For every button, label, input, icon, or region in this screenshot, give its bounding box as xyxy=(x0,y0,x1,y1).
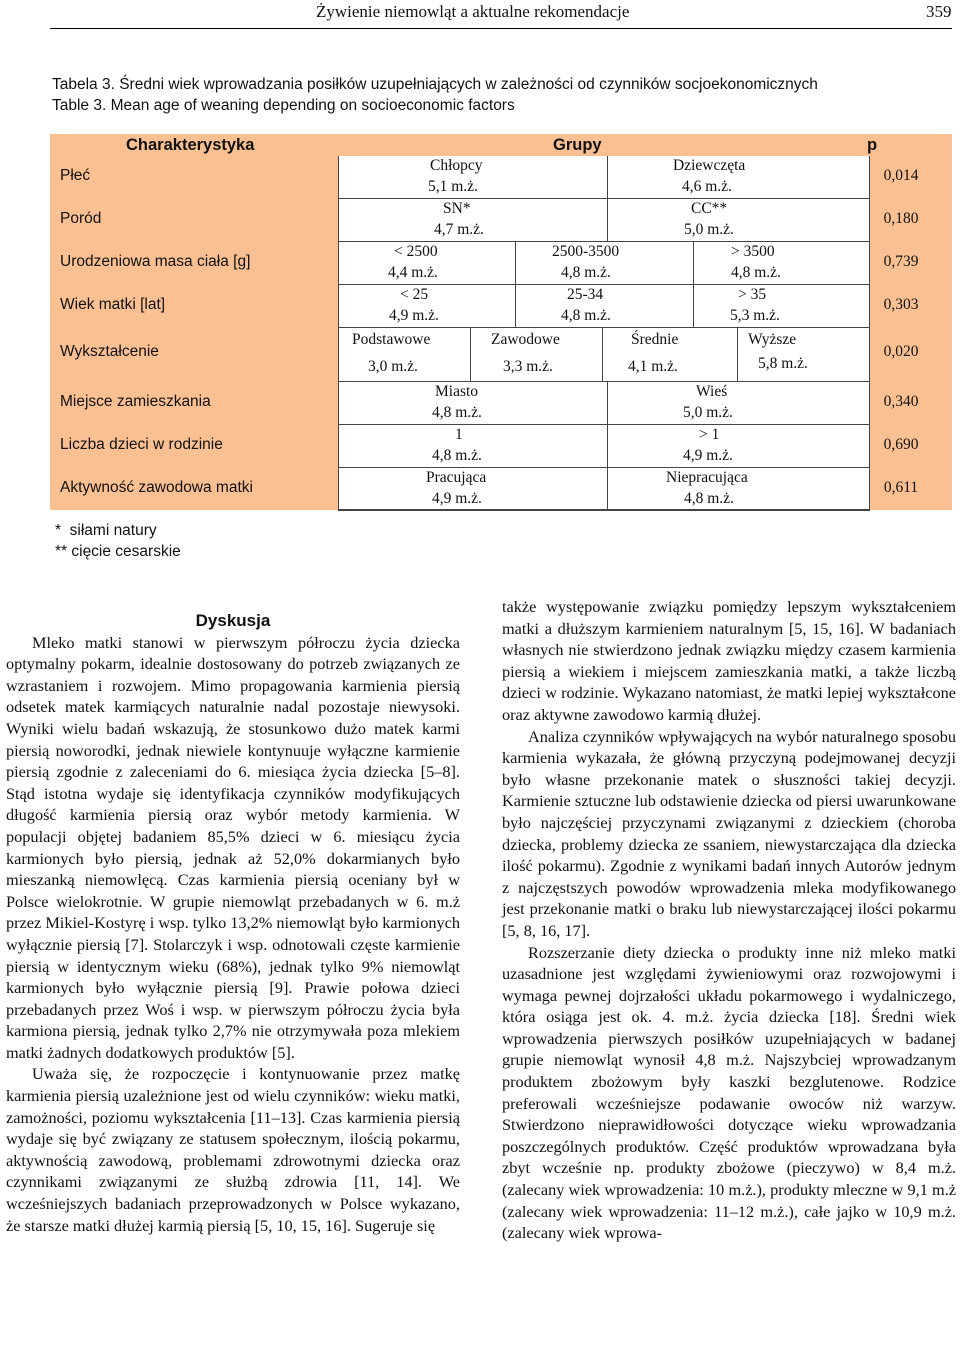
paragraph: Analiza czynników wpływających na wybór naturalnego sposobu karmienia wykazała, że główną przyczyną podejmowanej decyzji było własne przekonanie matek o słuszności takiej decyzji. Karmienie sztuczne lub odstawienie dziecka od piersi uwarunkowane było najczęściej przyczynami związanymi z dzieckiem (choroba dziecka, problemy dziecka ze ssaniem, niewystarczająca dla dziecka ilość pokarmu). Zgodnie z wynikami badań innych Autorów jednym z najczęstszych powodów wprowadzenia mleka modyfikowanego jest przekonanie matki o braku lub niewystarczającej ilości pokarmu [5, 8, 16, 17]. xyxy=(502,726,956,940)
group-value: 4,8 m.ż. xyxy=(731,264,781,281)
group-label: 25-34 xyxy=(567,286,604,303)
group-label: Wyższe xyxy=(748,331,797,348)
group-value: 3,0 m.ż. xyxy=(368,358,418,375)
p-value: 0,180 xyxy=(883,210,919,227)
row-divider xyxy=(338,284,870,285)
group-value: 5,1 m.ż. xyxy=(428,178,478,195)
col-divider xyxy=(602,327,603,381)
note-natural-birth: * siłami natury xyxy=(55,522,157,539)
group-label: Niepracująca xyxy=(666,469,748,486)
group-value: 4,9 m.ż. xyxy=(683,447,733,464)
col-divider xyxy=(607,381,608,424)
group-value: 5,0 m.ż. xyxy=(684,221,734,238)
row-divider xyxy=(338,424,870,425)
col-divider xyxy=(693,241,694,284)
group-value: 5,8 m.ż. xyxy=(758,355,808,372)
group-value: 4,8 m.ż. xyxy=(561,307,611,324)
row-divider xyxy=(338,510,870,511)
group-value: 4,8 m.ż. xyxy=(684,490,734,507)
row-label-education: Wykształcenie xyxy=(60,343,159,360)
group-value: 4,4 m.ż. xyxy=(388,264,438,281)
running-head xyxy=(0,2,960,26)
col-divider xyxy=(607,156,608,198)
header-rule xyxy=(50,28,952,29)
row-label-residence: Miejsce zamieszkania xyxy=(60,393,211,410)
table-notes xyxy=(55,520,181,562)
p-value: 0,020 xyxy=(883,343,919,360)
running-head-title: Żywienie niemowląt a aktualne rekomendacje xyxy=(316,2,630,21)
col-divider xyxy=(470,327,471,381)
col-divider xyxy=(607,467,608,510)
group-label: Pracująca xyxy=(426,469,487,486)
group-label: SN* xyxy=(443,200,471,217)
col-divider xyxy=(515,241,516,284)
col-divider xyxy=(515,284,516,327)
group-label: Podstawowe xyxy=(352,331,431,348)
header-groups: Grupy xyxy=(553,136,602,154)
group-value: 4,6 m.ż. xyxy=(682,178,732,195)
table-header xyxy=(50,134,952,156)
row-divider xyxy=(338,327,870,328)
group-label: < 25 xyxy=(400,286,429,303)
header-characteristic: Charakterystyka xyxy=(126,136,255,154)
group-label: > 3500 xyxy=(731,243,775,260)
section-heading: Dyskusja xyxy=(195,611,271,630)
p-value: 0,690 xyxy=(883,436,919,453)
row-label-birth-weight: Urodzeniowa masa ciała [g] xyxy=(60,253,251,270)
group-label: < 2500 xyxy=(394,243,438,260)
group-value: 4,7 m.ż. xyxy=(434,221,484,238)
p-value: 0,303 xyxy=(883,296,919,313)
group-label: > 1 xyxy=(699,426,720,443)
table-caption-en: Table 3. Mean age of weaning depending on socioeconomic factors xyxy=(52,97,515,114)
table-caption-pl: Tabela 3. Średni wiek wprowadzania posiłków uzupełniających w zależności od czynników socjoekonomicznych xyxy=(52,76,818,93)
group-value: 5,0 m.ż. xyxy=(683,404,733,421)
row-divider xyxy=(338,381,870,382)
group-value: 4,1 m.ż. xyxy=(628,358,678,375)
row-divider xyxy=(338,467,870,468)
p-value: 0,014 xyxy=(883,167,919,184)
group-label: 1 xyxy=(455,426,463,443)
col-divider xyxy=(693,284,694,327)
group-label: > 35 xyxy=(738,286,767,303)
group-value: 5,3 m.ż. xyxy=(730,307,780,324)
col-divider xyxy=(607,198,608,241)
group-value: 4,8 m.ż. xyxy=(561,264,611,281)
row-label-delivery: Poród xyxy=(60,210,102,227)
group-label: 2500-3500 xyxy=(552,243,620,260)
group-label: Miasto xyxy=(435,383,479,400)
group-value: 4,9 m.ż. xyxy=(432,490,482,507)
col-divider xyxy=(737,327,738,381)
row-label-children: Liczba dzieci w rodzinie xyxy=(60,436,223,453)
paragraph: Mleko matki stanowi w pierwszym półroczu życia dziecka optymalny pokarm, idealnie dostosowany do potrzeb związanych ze wzrastaniem i rozwojem. Mimo propagowania karmienia piersią odsetek matek karmiących naturalnie nadal pozostaje niewysoki. Wyniki wielu badań wskazują, że stosunkowo dużo matek karmi piersią noworodki, jednak niewiele kontynuuje wyłączne karmienie piersią zgodnie z zaleceniami do 6. miesiąca życia dziecka [5–8]. Stąd istotna wydaje się identyfikacja czynników modyfikujących długość karmienia piersią oraz wybór metody karmienia. W populacji objętej badaniem 85,5% dzieci w 6. miesiącu życia karmionych było piersią, jednak aż 52,0% dokarmianych było mieszanką niemowlęcą. Czas karmienia piersią oceniany był w Polsce wielokrotnie. W grupie niemowląt przebadanych w 6. m.ż przez Mikiel-Kostyrę i wsp. tylko 13,2% niemowląt było karmionych wyłącznie piersią [7]. Stolarczyk i wsp. odnotowali częste karmienie piersią w identycznym wieku (68%), jednak tylko 9% niemowląt karmionych było wyłącznie piersią [9]. Prawie połowa dzieci przebadanych przez Woś i wsp. w pierwszym półroczu życia była karmiona piersią, jednak tylko 2,7% nie otrzymywała poza mlekiem matki żadnych dodatkowych produktów [5]. xyxy=(6,632,460,1062)
header-p: p xyxy=(867,136,878,154)
group-value: 4,9 m.ż. xyxy=(389,307,439,324)
page-number: 359 xyxy=(926,2,952,21)
group-value: 4,8 m.ż. xyxy=(432,404,482,421)
p-value: 0,739 xyxy=(883,253,919,270)
p-value: 0,340 xyxy=(883,393,919,410)
row-label-mother-age: Wiek matki [lat] xyxy=(60,296,166,313)
left-text-column xyxy=(6,596,460,1236)
right-text-column xyxy=(502,596,956,1244)
group-label: Wieś xyxy=(696,383,728,400)
paragraph: Uważa się, że rozpoczęcie i kontynuowanie przez matkę karmienia piersią uzależnione jest od wielu czynników: wieku matki, zamożności, poziomu wykształcenia [11–13]. Czas karmienia piersią wydaje się być związany ze statusem społecznym, ilością pokarmu, aktywnością zawodową, problemami zdrowotnymi dziecka oraz czynnikami związanymi ze służbą zdrowia [11, 14]. We wcześniejszych badaniach przeprowadzonych w Polsce wykazano, że starsze matki dłużej karmią piersią [5, 10, 15, 16]. Sugeruje się xyxy=(6,1064,460,1235)
group-value: 4,8 m.ż. xyxy=(432,447,482,464)
col-divider xyxy=(607,424,608,467)
row-label-sex: Płeć xyxy=(60,167,91,184)
group-label: Średnie xyxy=(631,331,679,348)
paragraph: Rozszerzanie diety dziecka o produkty inne niż mleko matki uzasadnione jest względami żywieniowymi oraz rozwojowymi i wymaga pewnej dojrzałości układu pokarmowego i wydalniczego, która osiąga jest ok. 4. m.ż. życia dziecka [18]. Średni wiek wprowadzenia pierwszych posiłków uzupełniających w badanej grupie niemowląt wynosił 4,8 m.ż. Najszybciej wprowadzanym produktem zbożowym były kaszki bezglutenowe. Rodzice preferowali wcześniejsze podawanie owoców niż warzyw. Stwierdzono nieprawidłowości dotyczące wieku wprowadzania poszczególnych produktów. Część produktów wprowadzana była zbyt wcześnie np. produkty zbożowe (pieczywo) w 8,4 m.ż. (zalecany wiek wprowadzenia: 10 m.ż.), produkty mleczne w 9,1 m.ż (zalecany wiek wprowadzenia: 11–12 m.ż.), całe jajko w 10,9 m.ż. (zalecany wiek wprowa- xyxy=(502,942,956,1243)
note-caesarean: ** cięcie cesarskie xyxy=(55,543,181,560)
group-label: Dziewczęta xyxy=(673,157,746,174)
row-divider xyxy=(338,241,870,242)
row-divider xyxy=(338,198,870,199)
p-value: 0,611 xyxy=(883,479,919,496)
row-label-employment: Aktywność zawodowa matki xyxy=(60,479,253,496)
group-label: CC** xyxy=(691,200,728,217)
paragraph: także występowanie związku pomiędzy lepszym wykształceniem matki a dłuższym karmieniem naturalnym [5, 15, 16]. W badaniach własnych nie stwierdzono jednak związku między czasem karmienia piersią a wiekiem i miejscem zamieszkania matki, a także liczbą dzieci w rodzinie. Wykazano natomiast, że matki lepiej wykształcone oraz aktywne zawodowo karmią dłużej. xyxy=(502,597,956,724)
group-label: Chłopcy xyxy=(430,157,483,174)
group-value: 3,3 m.ż. xyxy=(503,358,553,375)
group-label: Zawodowe xyxy=(491,331,560,348)
socioeconomic-table xyxy=(50,134,952,510)
